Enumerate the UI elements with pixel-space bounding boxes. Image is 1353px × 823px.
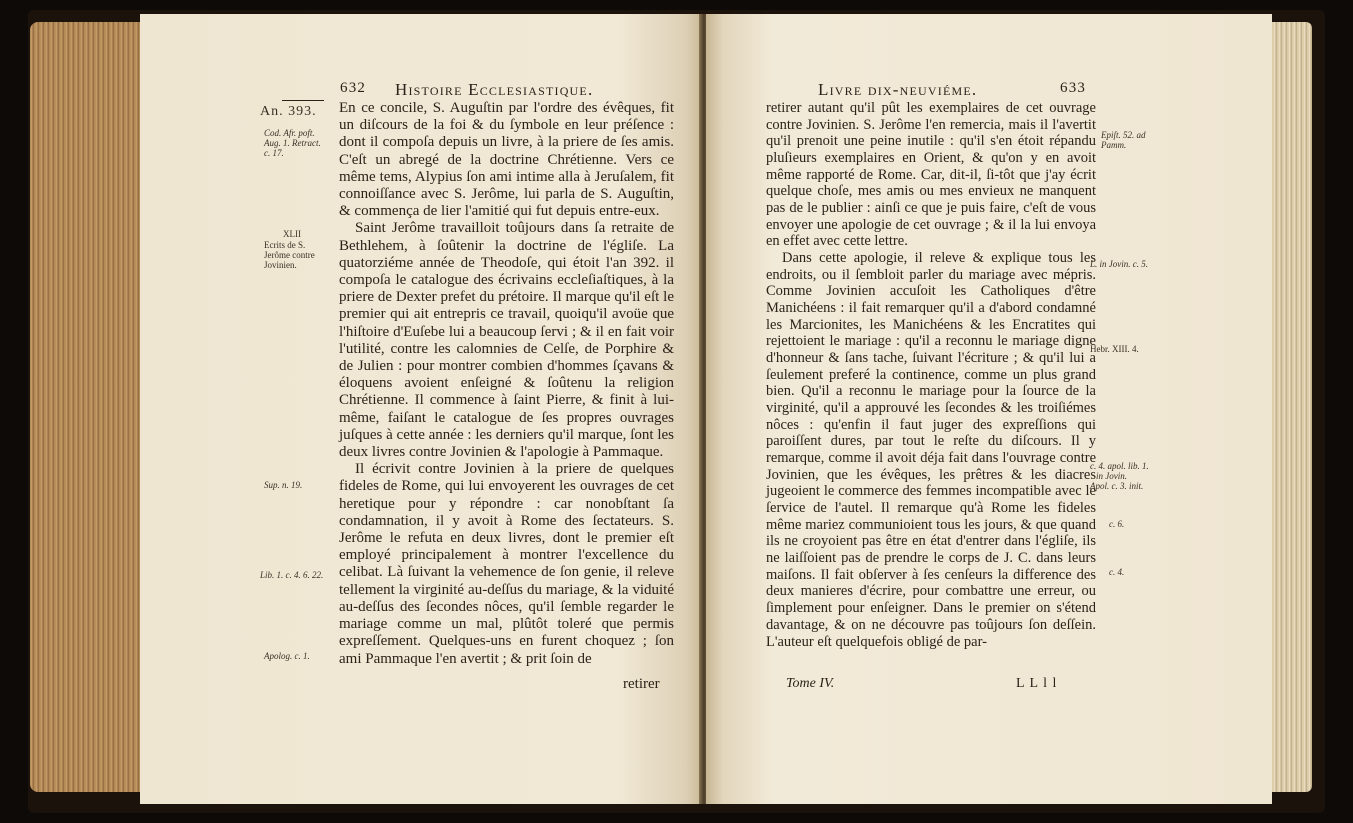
margin-note: Aug. 1. Retract. (264, 138, 321, 148)
right-body-text (766, 100, 1096, 650)
year-rule (282, 100, 324, 101)
paragraph: Dans cette apologie, il releve & explique tous les endroits, ou il ſembloit parler du mariage avec mépris. Comme Jovinien accuſoit les Catholiques d'être Manichéens : il fait remarquer qu'il a d'abord condamné les Marcionites, les Manichéens & les Encratites qui rejettoient le mariage : qu'il a reconnu le mariage digne d'honneur & ſans tache, ſuivant l'écriture ; & qu'il lui a ſeulement preferé la continence, comme un plus grand bien. Qu'il a reconnu le mariage pour la ſource de la virginité, qu'il a approuvé les ſecondes & les troiſiémes nôces : qu'enfin il faut juger des expreſſions qui paroiſſent dures, par tout le reſte du diſcours. Il y remarque, comme il avoit déja fait dans l'ouvrage contre Jovinien, que les évêques, les prêtres & les diacres jugeoient le commerce des femmes incompatible avec le ſervice de l'autel. Il remarque qu'à Rome les fideles même mariez communioient tous les jours, & que quand ils ne croyoient pas être en état d'entrer dans l'égliſe, ils ne laiſſoient pas de prendre le corps de J. C. dans leurs maiſons. Il fait obſerver à ſes cenſeurs la difference des deux manieres d'écrire, pour combattre une erreur, ou ſimplement pour enſeigner. Dans le premier on s'étend davantage, & on ne découvre pas toûjours ſon deſſein. L'auteur eſt quelquefois obligé de par- (766, 250, 1096, 650)
left-page-number: 632 (340, 80, 367, 96)
margin-note: Apolog. c. 1. (264, 651, 310, 661)
paragraph: Il écrivit contre Jovinien à la priere de quelques fideles de Rome, qui lui envoyerent les ouvrages de cet heretique pour y répondre : car nonobſtant ſa condamnation, il y avoit à Rome des ſectateurs. S. Jerôme le refuta en deux livres, dont le premier eſt employé principalement à montrer l'excellence du celibat. Là ſuivant la vehemence de ſon genie, il releve tellement la virginité au-deſſus du mariage, & la viduité au-deſſus des ſecondes nôces, qu'il ſemble regarder le mariage comme un mal, plûtôt toleré que permis expreſſement. Quelques-uns en furent choquez ; ſon ami Pammaque l'en avertit ; & prit ſoin de (339, 461, 674, 667)
year-note: An. 393. (260, 104, 317, 119)
margin-note: in Jovin. (1096, 471, 1127, 481)
margin-note: Epiſt. 52. ad (1101, 130, 1146, 140)
right-page-number: 633 (1060, 80, 1087, 96)
margin-note: Ecrits de S. (264, 240, 306, 250)
gathering-mark: L L l l (1016, 676, 1058, 691)
margin-note: Hebr. XIII. 4. (1090, 344, 1139, 354)
margin-note: Sup. n. 19. (264, 480, 303, 490)
paragraph: En ce concile, S. Auguſtin par l'ordre des évêques, fit un diſcours de la foi & du ſymbole en leur préſence : dont il compoſa depuis un livre, à la priere de ſes amis. C'eſt un abregé de la doctrine Chrétienne. Vers ce même tems, Alypius ſon ami intime alla à Jeruſalem, fit connoiſſance avec S. Jerôme, lui parla de S. Auguſtin, & commença de lier l'amitié qui fut depuis entre-eux. (339, 100, 674, 220)
left-page (140, 14, 702, 804)
margin-note: c. 6. (1109, 519, 1125, 529)
margin-note: Pamm. (1101, 140, 1127, 150)
margin-note: Jerôme contre (264, 250, 315, 260)
left-body-text (339, 100, 674, 668)
volume-signature: Tome IV. (786, 676, 835, 691)
margin-note: c. 4. (1109, 567, 1125, 577)
margin-note: Cod. Afr. poft. (264, 128, 315, 138)
right-running-head: Livre dix-neuviéme. (818, 80, 978, 99)
right-page (706, 14, 1272, 804)
margin-note: XLII (283, 229, 301, 239)
margin-note: Jovinien. (264, 260, 297, 270)
left-running-head: Histoire Ecclesiastique. (395, 80, 594, 99)
margin-note: L. in Jovin. c. 5. (1090, 259, 1148, 269)
paragraph: Saint Jerôme travailloit toûjours dans ſa retraite de Bethlehem, à ſoûtenir la doctrine de l'égliſe. La quatorziéme année de Theodoſe, qui étoit l'an 392. il compoſa le catalogue des écrivains eccleſiaſtiques, à la priere de Dexter prefet du prétoire. Il marque qu'il eſt le premier qui ait entrepris ce travail, quoiqu'il avoüe que l'hiſtoire d'Euſebe lui a beaucoup ſervi ; & il en fait voir l'utilité, contre les calomnies de Celſe, de Porphire & de Julien : pour montrer combien d'hommes ſçavans & éloquens avoient enſeigné & ſoûtenu la religion Chrétienne. Il commence à ſaint Pierre, & finit à lui-même, faiſant le catalogue de ſes propres ouvrages juſques à cette année : les derniers qu'il marque, ſont les deux livres contre Jovinien & l'apologie à Pammaque. (339, 220, 674, 461)
catchword: retirer (623, 676, 660, 692)
margin-note: c. 17. (264, 148, 284, 158)
margin-note: Apol. c. 3. init. (1090, 481, 1144, 491)
page-edges-right (1268, 22, 1312, 792)
margin-note: Lib. 1. c. 4. 6. 22. (260, 570, 324, 580)
margin-note: c. 4. apol. lib. 1. (1090, 461, 1149, 471)
paragraph: retirer autant qu'il pût les exemplaires de cet ouvrage contre Jovinien. S. Jerôme l'en remercia, mais il l'avertit qu'il prenoit une peine inutile : qu'il s'en étoit répandu pluſieurs exemplaires en Orient, & qu'on y en avoit même rapporté de Rome. Car, dit-il, ſi-tôt que j'ay écrit quelque choſe, mes amis ou mes envieux ne manquent pas de le publier : ainſi ce que je puis faire, c'eſt de vous envoyer une apologie de cet ouvrage ; & il la lui envoya en effet avec cette lettre. (766, 100, 1096, 250)
page-edges-left (30, 22, 140, 792)
